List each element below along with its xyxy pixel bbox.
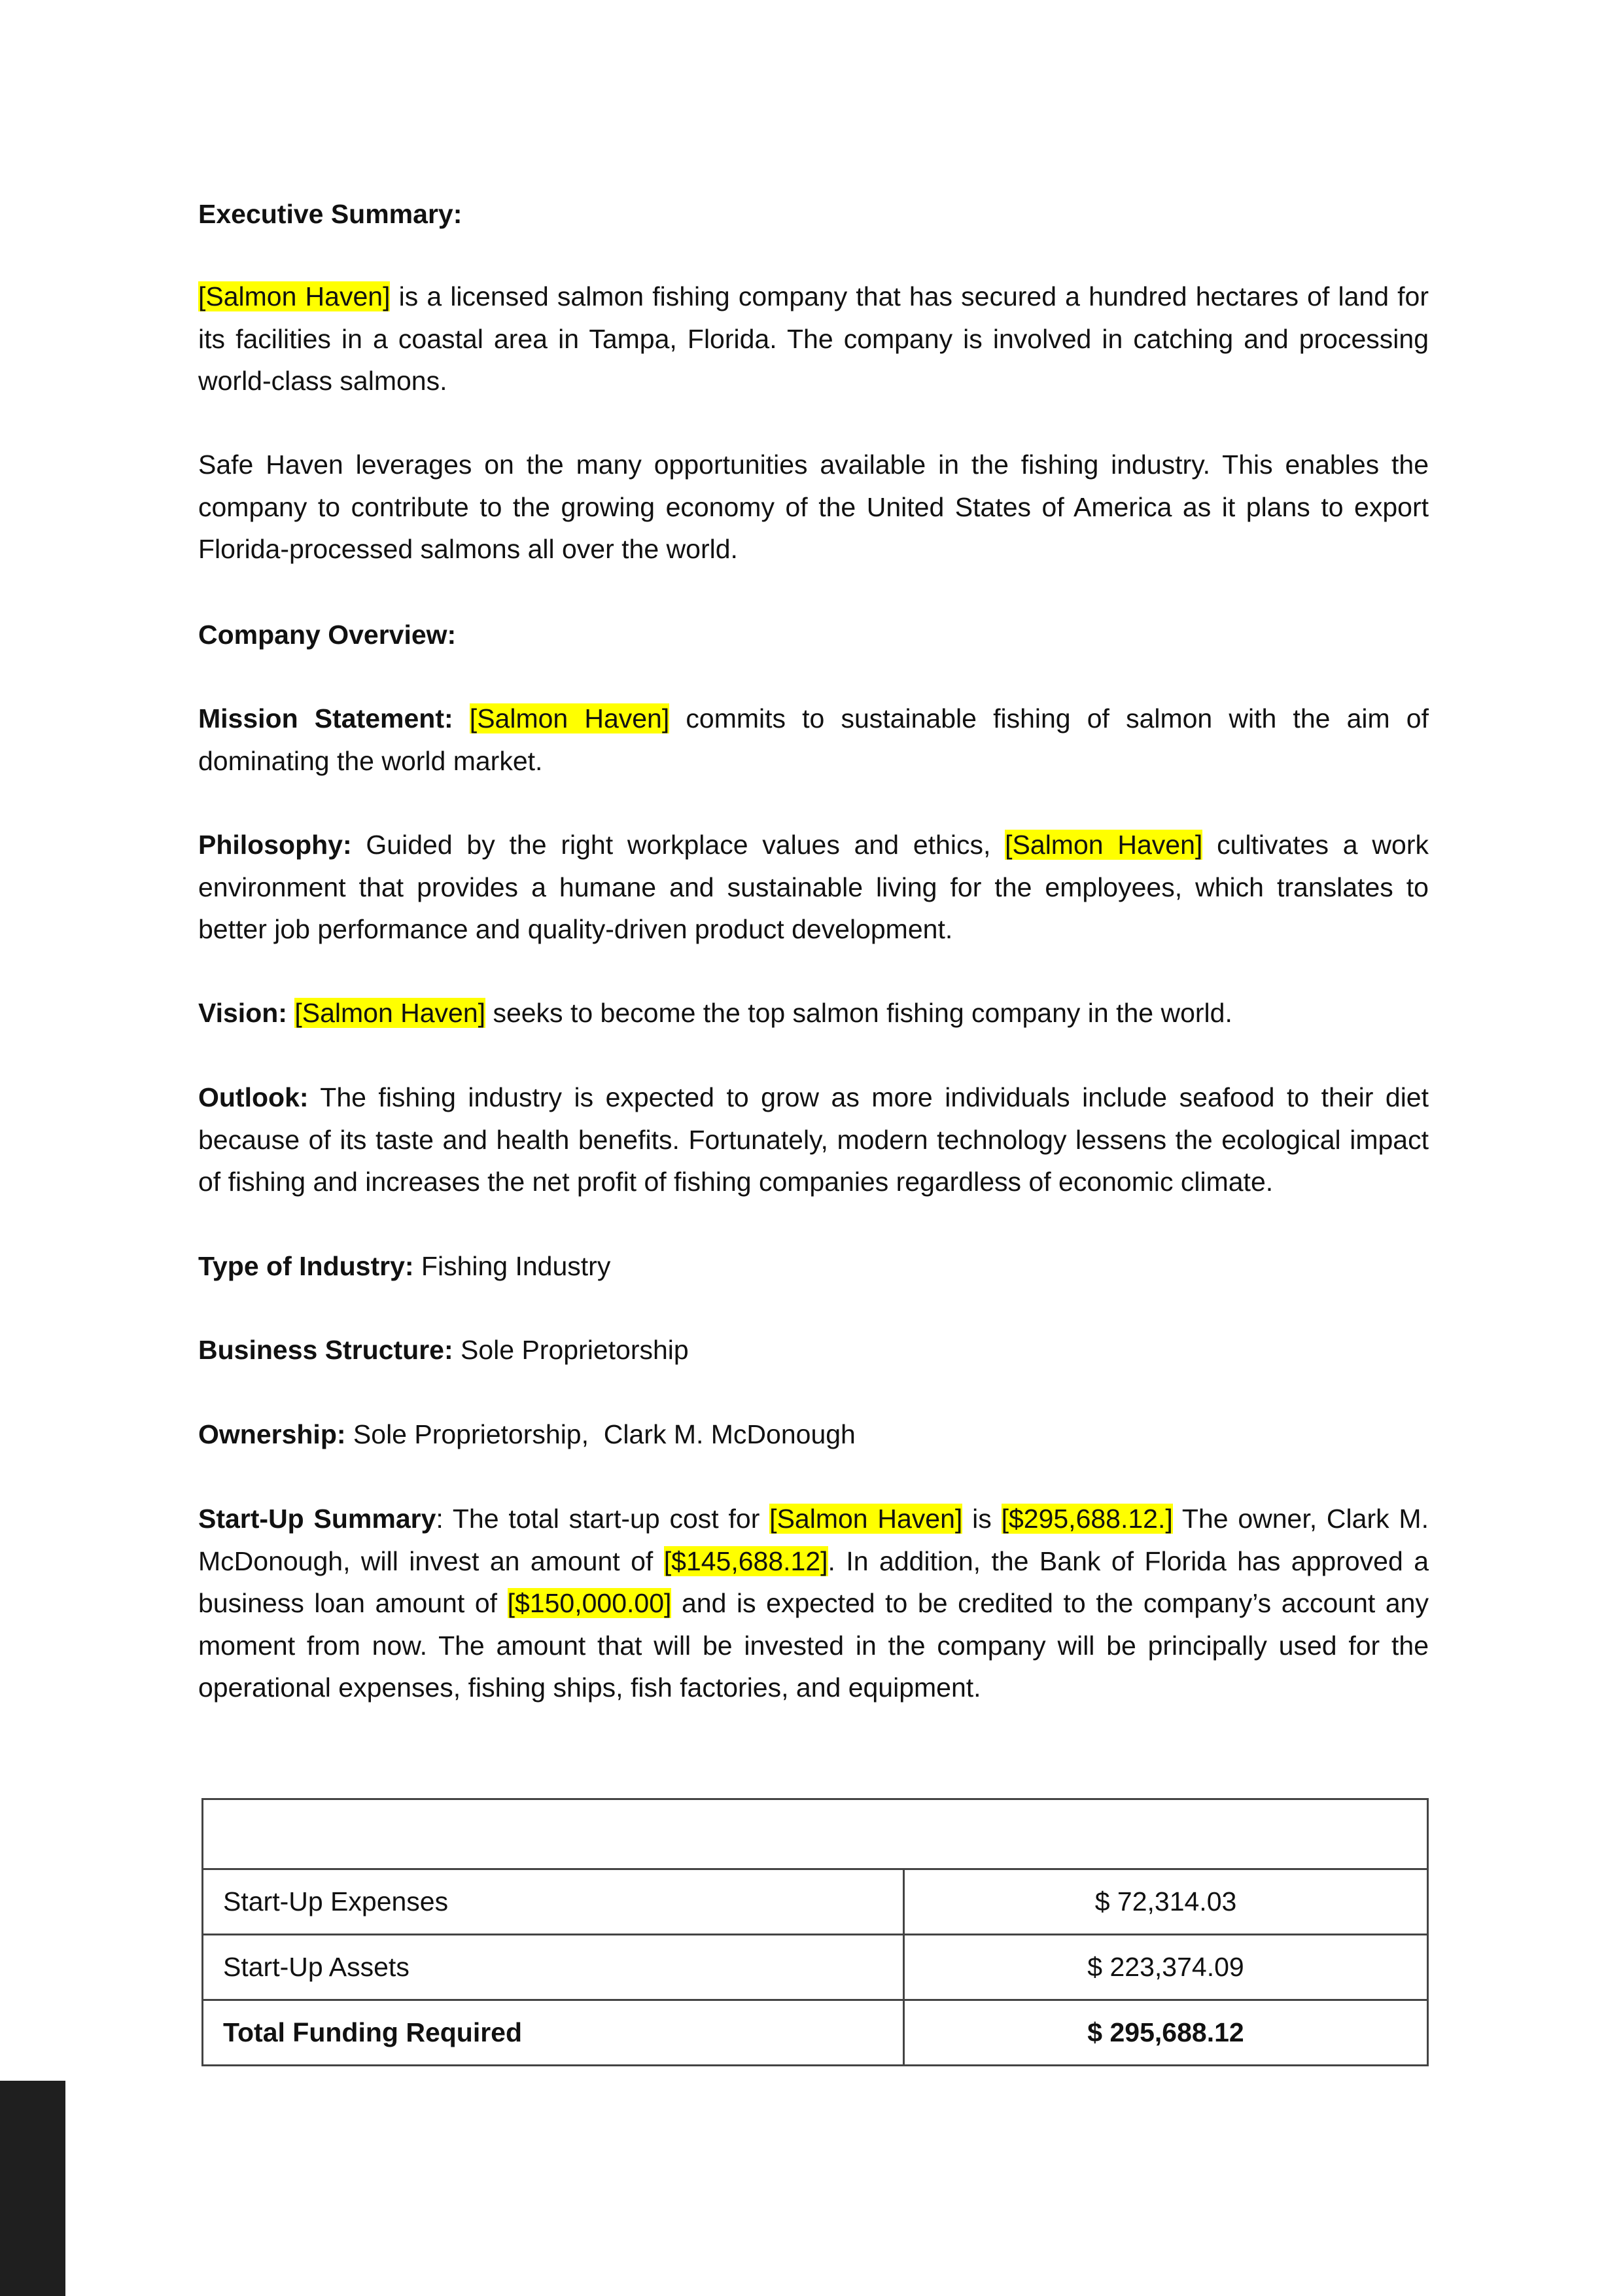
company-name-highlight: [Salmon Haven] [469,703,670,733]
loan-amount-highlight: [$150,000.00] [507,1588,672,1618]
vision-text: seeks to become the top salmon fishing company in the world. [485,998,1232,1028]
mission-label: Mission Statement: [198,703,453,733]
owner-investment-highlight: [$145,688.12] [663,1545,828,1576]
table-header-cell [203,1799,1428,1869]
company-name-highlight: [Salmon Haven] [198,281,391,311]
outlook-label: Outlook: [198,1082,309,1112]
startup-text-3: The owner, Clark M. McDonough, will invest an amount of [198,1504,1429,1576]
table-cell-value: $ 72,314.03 [904,1869,1428,1935]
executive-summary-heading: Executive Summary: [198,199,462,229]
philosophy-text: cultivates a work environment that provides a humane and sustainable living for the employees, which translates to better job performance and quality-driven product development. [198,830,1429,944]
table-row [203,1935,1428,2000]
industry-line [198,1245,1429,1288]
executive-summary-paragraph-2: Safe Haven leverages on the many opportunities available in the fishing industry. This enables the company to contribute to the growing economy of the United States of America as it plans to export Florida-processed salmons all over the world. [198,450,1429,564]
total-cost-highlight: [$295,688.12.] [1001,1504,1173,1534]
mission-statement-paragraph [198,698,1429,782]
startup-text-1: : The total start-up cost for [436,1504,770,1534]
funding-table [201,1798,1429,2066]
startup-text-2: is [962,1504,1002,1534]
table-cell-value: $ 223,374.09 [904,1935,1428,2000]
table-row-total [203,2000,1428,2066]
table-cell-label: Total Funding Required [203,2000,904,2066]
startup-label: Start-Up Summary [198,1504,436,1534]
table-cell-label: Start-Up Assets [203,1935,904,2000]
ownership-line [198,1413,1429,1456]
company-name-highlight: [Salmon Haven] [1005,830,1203,860]
philosophy-text-before: Guided by the right workplace values and ethics, [351,830,1005,860]
company-name-highlight: [Salmon Haven] [769,1504,963,1534]
industry-value: Fishing Industry [413,1251,611,1281]
structure-value: Sole Proprietorship [453,1335,689,1365]
exec-p1-text: is a licensed salmon fishing company that has secured a hundred hectares of land for its facilities in a coastal area in Tampa, Florida. The company is involved in catching and processing world-class salmons. [198,281,1429,396]
executive-summary-paragraph-1 [198,275,1429,402]
startup-summary-paragraph [198,1498,1429,1709]
table-header-row [203,1799,1428,1869]
philosophy-paragraph [198,824,1429,951]
table-row [203,1869,1428,1935]
ownership-value: Sole Proprietorship, Clark M. McDonough [345,1419,856,1449]
company-name-highlight: [Salmon Haven] [294,998,486,1028]
ownership-label: Ownership: [198,1419,346,1449]
structure-label: Business Structure: [198,1335,453,1365]
outlook-text: The fishing industry is expected to grow as more individuals include seafood to their diet because of its taste and health benefits. Fortunately, modern technology lessens the ecological impact of fishing and increases the net profit of fishing companies regardless of economic climate. [198,1082,1429,1197]
document-page [198,0,1429,2296]
vision-paragraph [198,992,1429,1034]
startup-text-4: . In addition, the Bank of Florida has approved a business loan amount of [198,1545,1429,1618]
company-overview-heading: Company Overview: [198,620,457,650]
table-cell-value: $ 295,688.12 [904,2000,1428,2066]
vision-label: Vision: [198,998,287,1028]
outlook-paragraph [198,1076,1429,1203]
table-cell-label: Start-Up Expenses [203,1869,904,1935]
philosophy-label: Philosophy: [198,830,352,860]
startup-text-5: and is expected to be credited to the company’s account any moment from now. The amount that will be invested in the company will be principally used for the operational expenses, fishing ships, fish factories, and equipment. [198,1588,1429,1703]
page-edge-black-bar [0,2081,65,2296]
business-structure-line [198,1329,1429,1371]
mission-text: commits to sustainable fishing of salmon with the aim of dominating the world market. [198,703,1429,776]
industry-label: Type of Industry: [198,1251,414,1281]
